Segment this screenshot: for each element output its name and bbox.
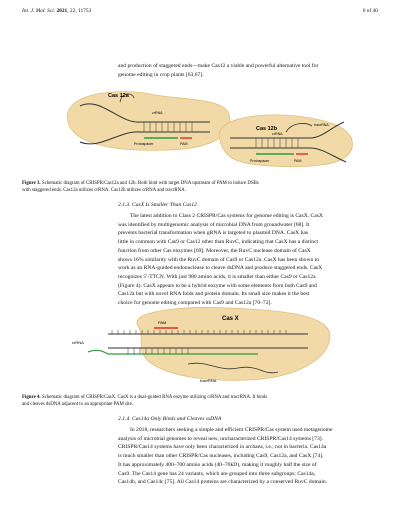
caption-text: Schematic diagram of CRISPR/CasX. CasX is a dual-guided RNA enzyme utilizing crRNA and tracrRNA. It binds xyxy=(41,395,268,400)
text-line: was identified by multigenomic analysis of microbial DNA from groundwater [68]. It xyxy=(118,221,310,228)
cas12b-pam-label: PAM xyxy=(294,159,302,163)
page-header xyxy=(22,6,378,20)
cas12a-protospacer-label: Protospacer xyxy=(134,142,154,146)
text-line: is much smaller than other CRISPR/Cas nucleases, including Cas9, Cas12a, and CasX [74]. xyxy=(118,453,324,460)
text-line: prevents bacterial transformation when gRNA is targeted to plasmid DNA. CasX has xyxy=(118,230,309,237)
caption-label: Figure 3. xyxy=(22,181,41,186)
text-line: and production of staggered ends—make Cas12 a viable and powerful alternative tool for xyxy=(118,63,319,69)
tracrrna-label: tracrRNA xyxy=(314,123,329,127)
caption-line: and cleaves dsDNA adjacent to an appropriate PAM site. xyxy=(22,402,134,408)
cas12b-protospacer-label: Protospacer xyxy=(250,159,270,163)
intro-paragraph xyxy=(118,62,374,79)
text-line: Cas9. The Cas14 gene has 24 variants, which are grouped into three subgroups: Cas14a, xyxy=(118,470,316,477)
text-line: recognizes 5′-TTCN. With just 980 amino acids, it is smaller than either Cas9 or Cas12a xyxy=(118,273,316,280)
caption-line xyxy=(22,394,374,401)
cas12a-label: Cas 12a xyxy=(108,93,129,99)
caption-line xyxy=(22,180,374,187)
journal-citation xyxy=(22,8,91,14)
crrna-label: crRNA xyxy=(72,340,84,345)
figure-3-caption xyxy=(22,180,374,194)
text-line: (Figure 4). CasX appears to be a hybrid enzyme with some elements from both Cas9 and xyxy=(118,282,317,289)
cas12a-crrna-label: crRNA xyxy=(152,111,163,115)
cas12a-pam-label: PAM xyxy=(180,142,188,146)
caption-line: with staggered ends. Cas12a utilizes crRNA. Cas12b utilizes crRNA and tracrRNA. xyxy=(22,188,186,194)
tracrrna-label: tracrRNA xyxy=(200,378,217,383)
section-2-1-3-body xyxy=(118,212,374,308)
section-2-1-4-body xyxy=(118,426,374,487)
section-2-1-3-title: 2.1.3. CasX Is Smaller Than Cas12 xyxy=(118,202,197,208)
journal-year: 2021 xyxy=(56,8,68,14)
text-line: genome editing in crop plants [63,67]. xyxy=(118,71,204,78)
text-line: choice for genome editing compared with Cas9 and Cas12a [70–72]. xyxy=(118,300,272,307)
text-line: function from other Cas enzymes [69]. Moreover, the RuvC nuclease domain of CasX xyxy=(118,247,311,254)
caption-label: Figure 4. xyxy=(22,395,41,400)
journal-name: Int. J. Mol. Sci. xyxy=(22,8,56,14)
pam-label: PAM xyxy=(158,320,167,325)
cas12b-crrna-label: crRNA xyxy=(272,132,283,136)
text-line: analysis of microbial genomes to reveal new, uncharacterized CRISPR/Cas14 systems [73]. xyxy=(118,435,324,442)
caption-text: Schematic diagram of CRISPR/Cas12a and 12b. Both bind with target DNA upstream of PAM to induce DSBs xyxy=(41,181,259,186)
text-line: work as an RNA-guided endonuclease to cleave dsDNA and produce staggered ends. CasX xyxy=(118,265,323,272)
text-line: Cas12a but with novel RNA folds and protein domain. Its small size makes it the best xyxy=(118,291,310,298)
text-line: The latest addition to Class 2 CRISPR/Cas systems for genome editing is CasX. CasX xyxy=(130,213,323,219)
journal-volume: , 22, 11753 xyxy=(67,8,92,14)
figure-4-diagram xyxy=(68,306,338,388)
text-line: Cas14b, and Cas14c [75]. All Cas14 proteins are characterized by a conserved RuvC domain. xyxy=(118,479,328,486)
text-line: In 2018, researchers seeking a simple and efficient CRISPR/Cas system used metagenome xyxy=(130,427,333,433)
figure-3-diagram xyxy=(60,82,360,174)
text-line: It has approximately 400–700 amino acids (40–70kD), making it roughly half the size of xyxy=(118,461,317,468)
cas12b-label: Cas 12b xyxy=(256,126,278,132)
text-line: little in common with Cas9 or Cas12 other than RuvC, indicating that CasX has a distinct xyxy=(118,239,319,246)
casx-label: Cas X xyxy=(222,316,239,322)
text-line: CRISPR/Cas14 systems have only been characterized in archaea, i.e., not in bacteria. Cas14a xyxy=(118,444,327,451)
page-number: 6 of 40 xyxy=(362,8,378,14)
text-line: shows 16% similarity with the RuvC domain of Cas9 or Cas12a. CasX has been shown to xyxy=(118,256,320,263)
section-2-1-4-title: 2.1.4. Cas14a Only Binds and Cleaves ssDNA xyxy=(118,416,222,422)
figure-4-caption xyxy=(22,394,374,408)
